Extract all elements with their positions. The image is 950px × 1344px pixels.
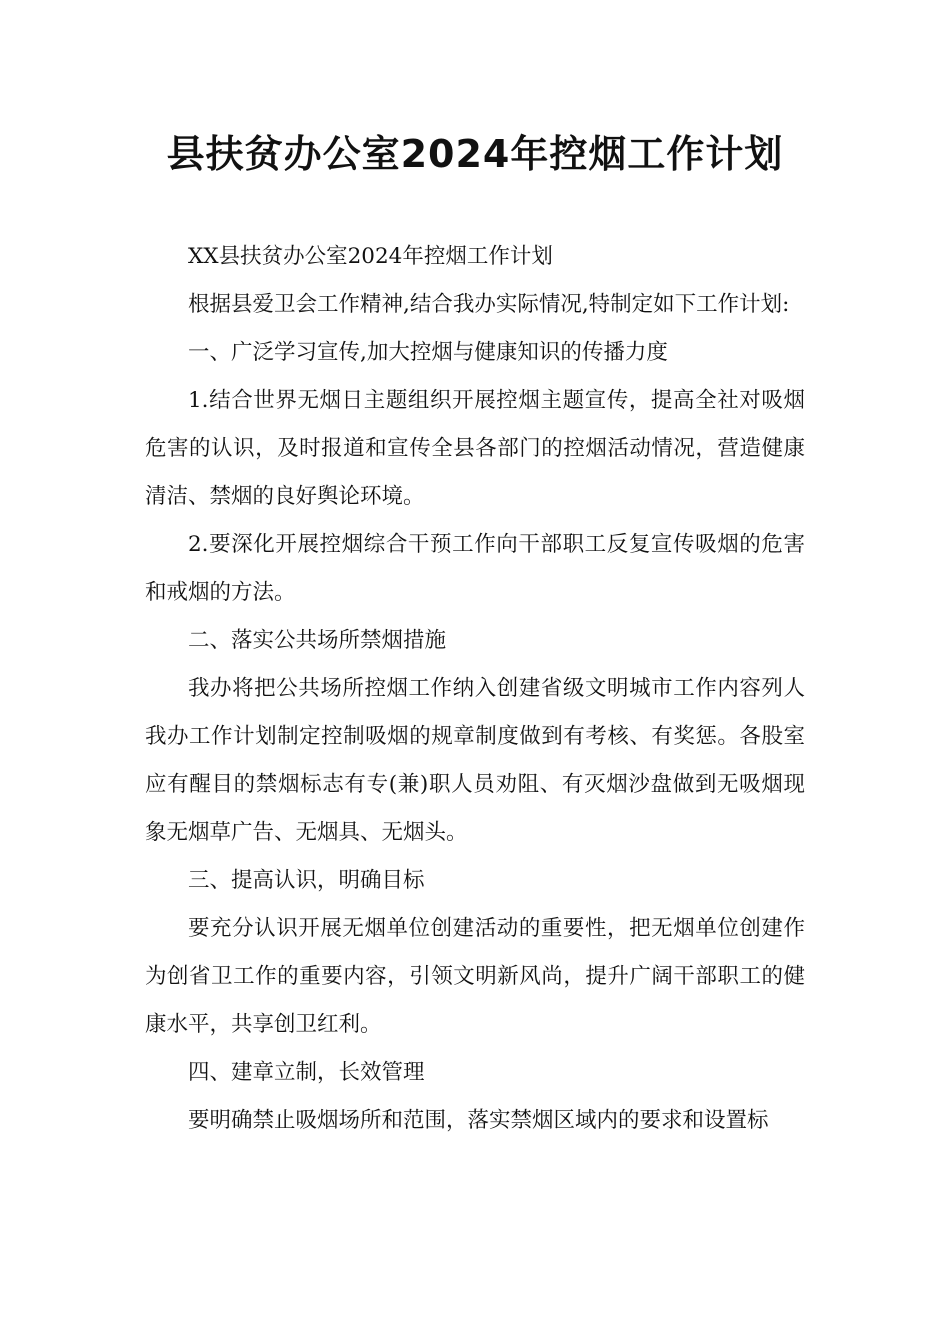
- document-body: [145, 233, 805, 1145]
- paragraph-intro: 根据县爱卫会工作精神,结合我办实际情况,特制定如下工作计划:: [188, 292, 790, 317]
- section-heading-2: 二、落实公共场所禁烟措施: [188, 628, 447, 653]
- paragraph-item-2: 2.要深化开展控烟综合干预工作向干部职工反复宣传吸烟的危害和戒烟的方法。: [145, 532, 805, 605]
- paragraph-section-2: 我办将把公共场所控烟工作纳入创建省级文明城市工作内容列人我办工作计划制定控制吸烟的规章制度做到有考核、有奖惩。各股室应有醒目的禁烟标志有专(兼)职人员劝阻、有灭烟沙盘做到无吸烟现象无烟草广告、无烟具、无烟头。: [145, 676, 805, 845]
- paragraph-item-1: 1.结合世界无烟日主题组织开展控烟主题宣传，提高全社对吸烟危害的认识，及时报道和宣传全县各部门的控烟活动情况，营造健康清洁、禁烟的良好舆论环境。: [145, 388, 805, 509]
- paragraph-subtitle: XX县扶贫办公室2024年控烟工作计划: [188, 244, 553, 269]
- section-heading-1: 一、广泛学习宣传,加大控烟与健康知识的传播力度: [188, 340, 668, 365]
- document-title: 县扶贫办公室2024年控烟工作计划: [166, 132, 784, 176]
- section-heading-4: 四、建章立制，长效管理: [188, 1060, 425, 1085]
- section-heading-3: 三、提高认识，明确目标: [188, 868, 425, 893]
- paragraph-section-4: 要明确禁止吸烟场所和范围，落实禁烟区域内的要求和设置标: [188, 1108, 769, 1133]
- paragraph-section-3: 要充分认识开展无烟单位创建活动的重要性，把无烟单位创建作为创省卫工作的重要内容，引领文明新风尚，提升广阔干部职工的健康水平，共享创卫红利。: [145, 916, 805, 1037]
